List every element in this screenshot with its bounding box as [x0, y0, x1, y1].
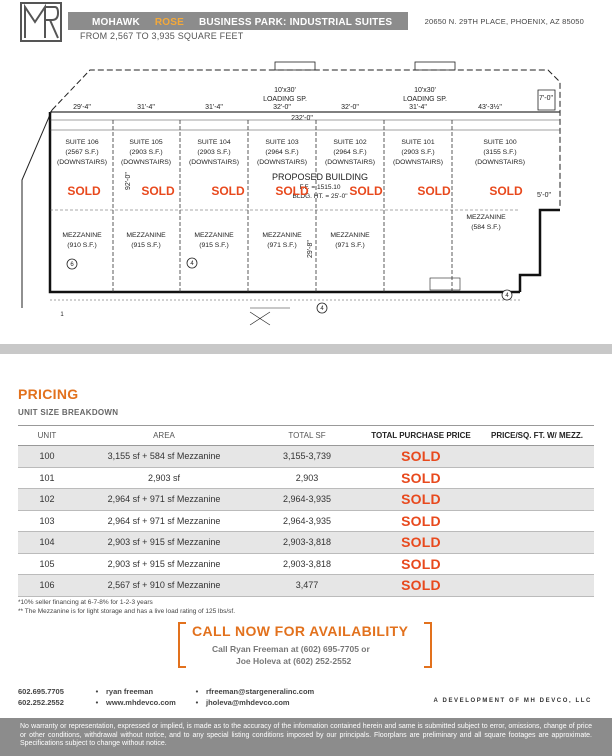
mezz-104-sf: (915 S.F.): [199, 242, 229, 249]
suite-103-name: SUITE 103: [265, 139, 299, 146]
suite-101-level: (DOWNSTAIRS): [392, 159, 444, 166]
dim-5: 32'-0": [341, 104, 359, 111]
call-to-action: [178, 622, 432, 670]
cell-area: 2,903 sf: [76, 467, 252, 489]
marker-4a-label: 4: [190, 261, 194, 267]
cell-total-sf: 2,964-3,935: [252, 510, 362, 532]
inner-dim: 29'-8": [307, 240, 314, 258]
cell-unit: 100: [18, 446, 76, 468]
suite-100-level: (DOWNSTAIRS): [474, 159, 526, 166]
bullet: •: [95, 687, 99, 696]
cell-total-sf: 3,477: [252, 575, 362, 597]
cell-unit: 101: [18, 467, 76, 489]
bullet: •: [195, 687, 199, 696]
dim-2: 31'-4": [137, 104, 155, 111]
cell-price: SOLD: [362, 489, 480, 511]
cell-unit: 106: [18, 575, 76, 597]
mezz-102-name: MEZZANINE: [330, 232, 370, 239]
cell-price: SOLD: [362, 553, 480, 575]
marker-4c-label: 4: [505, 293, 509, 299]
dim-6: 31'-4": [409, 104, 427, 111]
dim-1: 29'-4": [73, 104, 91, 111]
suite-103-sf: (2964 S.F.): [265, 149, 299, 156]
cell-area: 2,567 sf + 910 sf Mezzanine: [76, 575, 252, 597]
page-title: MOHAWK ROSE BUSINESS PARK: INDUSTRIAL SUITES: [92, 17, 393, 28]
mezz-105-name: MEZZANINE: [126, 232, 166, 239]
suite-105-name: SUITE 105: [129, 139, 163, 146]
col-total-sf: TOTAL SF: [252, 426, 362, 446]
mezz-103-sf: (971 S.F.): [267, 242, 297, 249]
bullet: •: [95, 698, 99, 707]
table-row: [18, 510, 594, 532]
email-joe[interactable]: jholeva@mhdevco.com: [206, 698, 290, 707]
pricing-title: PRICING: [18, 386, 79, 402]
page-subtitle: FROM 2,567 TO 3,935 SQUARE FEET: [80, 31, 244, 41]
suite-105-sf: (2903 S.F.): [129, 149, 163, 156]
suite-106-sf: (2567 S.F.): [65, 149, 99, 156]
col-unit: UNIT: [18, 426, 76, 446]
title-bar: [68, 12, 408, 30]
disclaimer: No warranty or representation, expressed or implied, is made as to the accuracy of the information contained herein and same is submitted subject to error, omissions, change of price or other conditions, withdrawal without notice, and to any special listing conditions imposed by our principals. Floorplans are preliminary and all square footages are approximate. Specifications subject to change without notice.: [0, 718, 612, 756]
suite-102-name: SUITE 102: [333, 139, 367, 146]
marker-6-label: 6: [70, 262, 74, 268]
footnote-financing: *10% seller financing at 6-7-8% for 1-2-3 years: [18, 599, 153, 606]
suite-104-sold: SOLD: [211, 184, 245, 198]
suite-102-level: (DOWNSTAIRS): [324, 159, 376, 166]
section-divider: [0, 344, 612, 354]
table-row: [18, 532, 594, 554]
col-area: AREA: [76, 426, 252, 446]
suite-103-sold: SOLD: [275, 184, 309, 198]
mezz-102-sf: (971 S.F.): [335, 242, 365, 249]
cell-per-sf: [480, 467, 594, 489]
floor-plan: [20, 60, 580, 332]
cell-per-sf: [480, 446, 594, 468]
suite-104-sf: (2903 S.F.): [197, 149, 231, 156]
cell-price: SOLD: [362, 446, 480, 468]
bracket-right: [424, 622, 432, 668]
footnotes: [18, 598, 235, 616]
cell-total-sf: 2,903: [252, 467, 362, 489]
top-right-dim: 7'-0": [539, 95, 553, 102]
cell-price: SOLD: [362, 510, 480, 532]
suite-103-level: (DOWNSTAIRS): [256, 159, 308, 166]
email-ryan[interactable]: rfreeman@stargeneralinc.com: [206, 687, 315, 696]
cell-area: 2,964 sf + 971 sf Mezzanine: [76, 510, 252, 532]
suite-101-sold: SOLD: [417, 184, 451, 198]
suite-106-level: (DOWNSTAIRS): [56, 159, 108, 166]
cell-price: SOLD: [362, 467, 480, 489]
cell-per-sf: [480, 532, 594, 554]
developer-credit: A DEVELOPMENT OF MH DEVCO, LLC: [433, 698, 592, 704]
cell-total-sf: 2,964-3,935: [252, 489, 362, 511]
suite-100-sold: SOLD: [489, 184, 523, 198]
mezz-106-name: MEZZANINE: [62, 232, 102, 239]
suite-100-sf: (3155 S.F.): [483, 149, 517, 156]
suite-106-name: SUITE 106: [65, 139, 99, 146]
loading-1-label: LOADING SP.: [263, 96, 307, 103]
table-row: [18, 446, 594, 468]
property-address: 20650 N. 29TH PLACE, PHOENIX, AZ 85050: [424, 17, 584, 26]
dim-4: 32'-0": [273, 104, 291, 111]
contact-row: [18, 697, 356, 708]
mezz-103-name: MEZZANINE: [262, 232, 302, 239]
suite-102-sold: SOLD: [349, 184, 383, 198]
suite-104-name: SUITE 104: [197, 139, 231, 146]
cell-total-sf: 2,903-3,818: [252, 532, 362, 554]
loading-1-size: 10'x30': [274, 87, 296, 94]
phone-ryan[interactable]: 602.695.7705: [18, 687, 64, 696]
cell-unit: 102: [18, 489, 76, 511]
mezz-106-sf: (910 S.F.): [67, 242, 97, 249]
table-row: [18, 575, 594, 597]
suite-100-name: SUITE 100: [483, 139, 517, 146]
contact-row: [18, 686, 356, 697]
cell-area: 3,155 sf + 584 sf Mezzanine: [76, 446, 252, 468]
cell-per-sf: [480, 553, 594, 575]
cell-area: 2,903 sf + 915 sf Mezzanine: [76, 553, 252, 575]
mezz-100-sf: (584 S.F.): [471, 224, 501, 231]
cell-area: 2,903 sf + 915 sf Mezzanine: [76, 532, 252, 554]
mezz-100-name: MEZZANINE: [466, 214, 506, 221]
cta-contact-line-1: Call Ryan Freeman at (602) 695-7705 or: [212, 644, 370, 654]
cell-per-sf: [480, 489, 594, 511]
side-dim-left: 92'-0": [125, 172, 132, 190]
mezz-105-sf: (915 S.F.): [131, 242, 161, 249]
cta-contact-line-2: Joe Holeva at (602) 252-2552: [236, 656, 352, 666]
suite-102-sf: (2964 S.F.): [333, 149, 367, 156]
building-label: PROPOSED BUILDING: [271, 172, 369, 182]
col-total-price: TOTAL PURCHASE PRICE: [362, 426, 480, 446]
note-1: 1: [60, 312, 64, 318]
building-ff: F.F. = 1515.10: [299, 184, 341, 191]
suite-101-name: SUITE 101: [401, 139, 435, 146]
suite-105-sold: SOLD: [141, 184, 175, 198]
phone-joe[interactable]: 602.252.2552: [18, 698, 64, 707]
page-header: [0, 0, 612, 48]
website-link[interactable]: www.mhdevco.com: [106, 698, 176, 707]
col-price-sqft: PRICE/SQ. FT. W/ MEZZ.: [480, 426, 594, 446]
contact-info: [18, 686, 356, 708]
suite-105-level: (DOWNSTAIRS): [120, 159, 172, 166]
cta-title: CALL NOW FOR AVAILABILITY: [192, 623, 409, 639]
cell-per-sf: [480, 510, 594, 532]
dim-3: 31'-4": [205, 104, 223, 111]
bullet: •: [195, 698, 199, 707]
mezz-104-name: MEZZANINE: [194, 232, 234, 239]
company-logo: [20, 2, 62, 42]
footnote-mezzanine: ** The Mezzanine is for light storage and has a live load rating of 125 lbs/sf.: [18, 608, 236, 615]
bracket-left: [178, 622, 186, 668]
side-dim-right: 5'-0": [537, 192, 551, 199]
loading-2-size: 10'x30': [414, 87, 436, 94]
suite-104-level: (DOWNSTAIRS): [188, 159, 240, 166]
table-row: [18, 467, 594, 489]
table-header-row: [18, 426, 594, 446]
dim-overall: 232'-0": [291, 115, 313, 122]
loading-2-label: LOADING SP.: [403, 96, 447, 103]
cell-total-sf: 2,903-3,818: [252, 553, 362, 575]
building-height: BLDG. HT. = 25'-0": [292, 193, 348, 200]
suite-101-sf: (2903 S.F.): [401, 149, 435, 156]
marker-4b-label: 4: [320, 306, 324, 312]
table-row: [18, 489, 594, 511]
cell-area: 2,964 sf + 971 sf Mezzanine: [76, 489, 252, 511]
cell-price: SOLD: [362, 575, 480, 597]
cell-unit: 103: [18, 510, 76, 532]
dim-7: 43'-3½": [478, 104, 502, 111]
pricing-subtitle: UNIT SIZE BREAKDOWN: [18, 408, 119, 417]
suite-106-sold: SOLD: [67, 184, 101, 198]
table-row: [18, 553, 594, 575]
cell-per-sf: [480, 575, 594, 597]
pricing-table: [18, 425, 594, 597]
contact-name-ryan: ryan freeman: [106, 687, 154, 696]
cell-unit: 105: [18, 553, 76, 575]
cell-price: SOLD: [362, 532, 480, 554]
cell-unit: 104: [18, 532, 76, 554]
cell-total-sf: 3,155-3,739: [252, 446, 362, 468]
